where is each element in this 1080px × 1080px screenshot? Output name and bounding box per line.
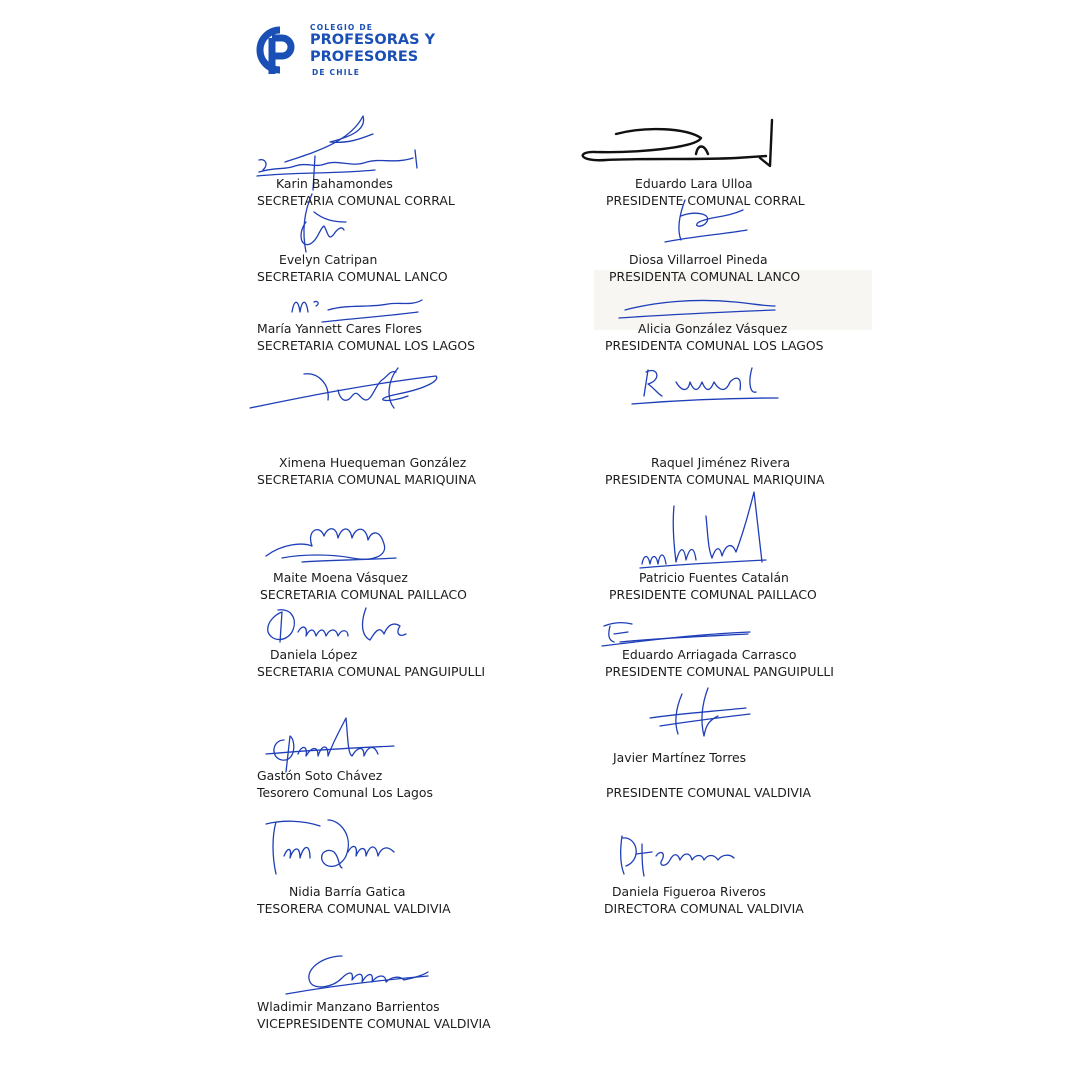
signer-name: Daniela López [270, 647, 358, 662]
signer-role: SECRETARIA COMUNAL MARIQUINA [257, 472, 476, 487]
signature-maite [262, 516, 400, 570]
signer-role: SECRETARIA COMUNAL PANGUIPULLI [257, 664, 486, 679]
signer-role: SECRETARIA COMUNAL LOS LAGOS [257, 338, 475, 353]
signer-name: Diosa Villarroel Pineda [629, 252, 768, 267]
signer-name: Karin Bahamondes [276, 176, 393, 191]
signature-ximena [248, 360, 443, 420]
signer-role: PRESIDENTA COMUNAL LANCO [609, 269, 801, 284]
logo-line-4: DE CHILE [312, 68, 361, 77]
signer-role: PRESIDENTE COMUNAL PAILLACO [609, 587, 817, 602]
signer-name: Daniela Figueroa Riveros [612, 884, 766, 899]
signer-name: Nidia Barría Gatica [289, 884, 406, 899]
logo-line-1: COLEGIO DE [310, 23, 374, 32]
signer-wladimir [257, 998, 491, 1032]
signer-javier [606, 749, 811, 801]
signer-name: Maite Moena Vásquez [273, 570, 408, 585]
signature-daniela-lopez [262, 602, 412, 650]
signer-eduardo-arriagada [605, 646, 834, 680]
signer-name: Javier Martínez Torres [613, 750, 747, 765]
signature-raquel [632, 362, 782, 410]
signer-karin [257, 175, 455, 209]
signer-diosa [609, 251, 800, 285]
signer-name: María Yannett Cares Flores [257, 321, 422, 336]
logo-line-2: PROFESORAS Y [310, 32, 436, 48]
signer-patricio [609, 569, 817, 603]
signer-name: Evelyn Catripan [279, 252, 378, 267]
signer-name: Alicia González Vásquez [638, 321, 788, 336]
signer-name: Gastón Soto Chávez [257, 768, 383, 783]
signer-role: TESORERA COMUNAL VALDIVIA [257, 901, 451, 916]
signature-daniela-figueroa [612, 830, 740, 882]
signature-patricio [636, 486, 771, 576]
signature-wladimir [282, 950, 432, 1002]
signer-daniela-lopez [257, 646, 485, 680]
signer-role: Tesorero Comunal Los Lagos [257, 785, 433, 800]
signer-alicia [605, 320, 824, 354]
signer-role: PRESIDENTE COMUNAL VALDIVIA [606, 785, 812, 800]
signer-role: SECRETARIA COMUNAL LANCO [257, 269, 448, 284]
signer-raquel [605, 454, 825, 488]
signer-name: Ximena Huequeman González [279, 455, 467, 470]
signer-daniela-figueroa [604, 883, 804, 917]
signer-maite [260, 569, 467, 603]
signature-javier [646, 684, 754, 746]
signature-alicia [615, 292, 780, 322]
signer-maria [257, 320, 475, 354]
signer-nidia [257, 883, 451, 917]
logo-line-3: PROFESORES [310, 49, 419, 65]
logo-mark-icon [254, 24, 302, 76]
signer-name: Eduardo Lara Ulloa [635, 176, 753, 191]
signer-role: PRESIDENTE COMUNAL CORRAL [606, 193, 805, 208]
signer-name: Patricio Fuentes Catalán [639, 570, 789, 585]
signer-eduardo-lara [606, 175, 805, 209]
signer-ximena [257, 454, 476, 488]
signer-role: DIRECTORA COMUNAL VALDIVIA [604, 901, 804, 916]
signer-role: VICEPRESIDENTE COMUNAL VALDIVIA [257, 1016, 491, 1031]
signer-role: PRESIDENTA COMUNAL MARIQUINA [605, 472, 825, 487]
signer-name: Wladimir Manzano Barrientos [257, 999, 440, 1014]
signer-name: Raquel Jiménez Rivera [651, 455, 791, 470]
signer-gaston [257, 767, 433, 801]
signature-nidia [262, 816, 402, 884]
signer-role: SECRETARIA COMUNAL PAILLACO [260, 587, 467, 602]
signer-role: SECRETARIA COMUNAL CORRAL [257, 193, 455, 208]
signer-evelyn [257, 251, 448, 285]
signer-name: Eduardo Arriagada Carrasco [622, 647, 797, 662]
signer-role: PRESIDENTE COMUNAL PANGUIPULLI [605, 664, 834, 679]
signer-role: PRESIDENTA COMUNAL LOS LAGOS [605, 338, 824, 353]
signature-eduardo-lara [576, 118, 781, 178]
organization-logo [254, 22, 454, 80]
